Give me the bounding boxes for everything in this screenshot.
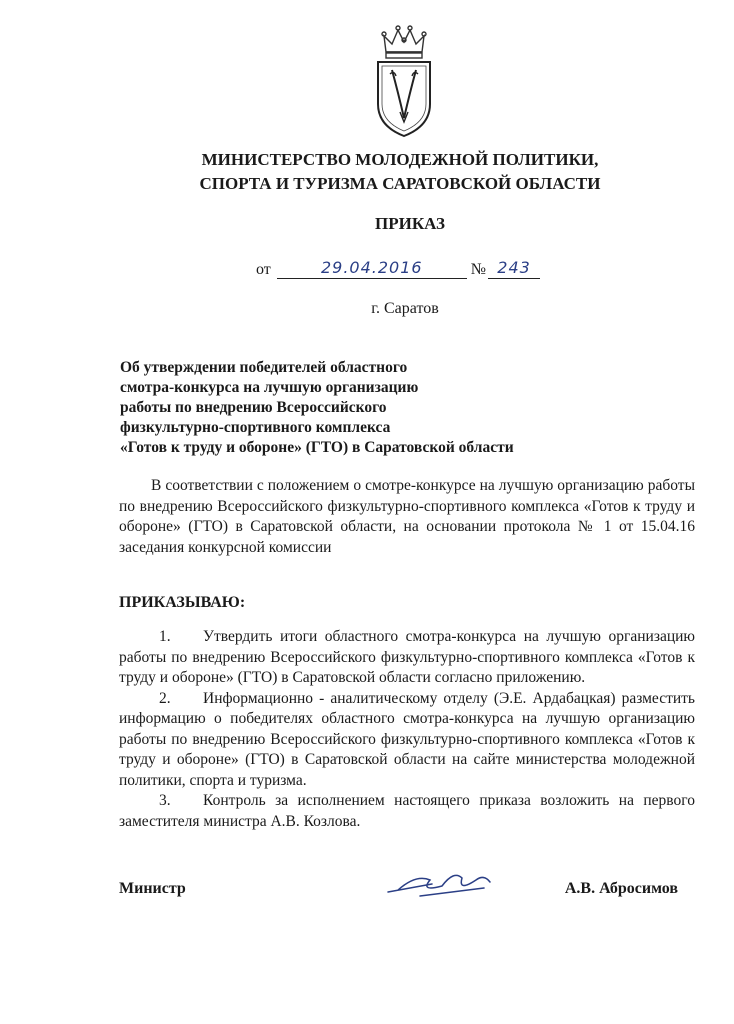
- date-field: [277, 258, 467, 279]
- order-subject: [120, 358, 640, 458]
- item-number: 3.: [159, 792, 171, 809]
- subject-line: работы по внедрению Всероссийского: [120, 399, 387, 416]
- handwritten-signature: [380, 862, 510, 902]
- subject-line: Об утверждении победителей областного: [120, 359, 408, 376]
- subject-line: физкультурно-спортивного комплекса: [120, 419, 391, 436]
- ministry-name: [100, 148, 700, 196]
- subject-line: смотра-конкурса на лучшую организацию: [120, 379, 419, 396]
- number-field: [488, 258, 540, 279]
- item-text: Контроль за исполнением настоящего приказа возложить на первого заместителя министра А.В. Козлова.: [119, 792, 695, 830]
- item-number: 1.: [159, 628, 171, 645]
- date-prefix: от: [256, 261, 271, 278]
- number-value: 243: [497, 258, 531, 277]
- date-value: 29.04.2016: [320, 258, 423, 277]
- item-text: Утвердить итоги областного смотра-конкурса на лучшую организацию работы по внедрению Всероссийского физкультурно-спортивного комплекса «Готов к труду и обороне» (ГТО) в Саратовской области согласно приложению.: [119, 628, 695, 686]
- orders-label: ПРИКАЗЫВАЮ:: [119, 594, 246, 611]
- item-number: 2.: [159, 689, 171, 707]
- subject-line: «Готов к труду и обороне» (ГТО) в Саратовской области: [120, 439, 514, 456]
- order-items-list: [119, 627, 695, 832]
- signatory-name: А.В. Абросимов: [564, 880, 678, 897]
- order-date-number-line: [256, 258, 540, 279]
- city-name: г. Саратов: [371, 300, 439, 317]
- order-item: [119, 689, 695, 792]
- item-text: Информационно - аналитическому отделу (Э.Е. Ардабацкая) разместить информацию о победителях областного смотра-конкурса на лучшую организацию работы по внедрению Всероссийского физкультурно-спортивного комплекса «Готов к труду и обороне» (ГТО) в Саратовской области на сайте министерства молодежной политики, спорта и туризма.: [119, 689, 695, 789]
- order-item: [119, 791, 695, 832]
- ministry-line-2: СПОРТА И ТУРИЗМА САРАТОВСКОЙ ОБЛАСТИ: [199, 174, 601, 193]
- signatory-title: Министр: [119, 880, 186, 897]
- saratov-coat-of-arms-icon: [372, 22, 436, 140]
- order-item: [119, 627, 695, 689]
- ministry-line-1: МИНИСТЕРСТВО МОЛОДЕЖНОЙ ПОЛИТИКИ,: [201, 150, 599, 169]
- number-prefix: №: [470, 261, 487, 278]
- intro-paragraph: В соответствии с положением о смотре-конкурсе на лучшую организацию работы по внедрению Всероссийского физкультурно-спортивного комплекса «Готов к труду и обороне» (ГТО) в Саратовской области, на основании протокола № 1 от 15.04.16 заседания конкурсной комиссии: [119, 477, 695, 556]
- order-title: ПРИКАЗ: [375, 214, 445, 233]
